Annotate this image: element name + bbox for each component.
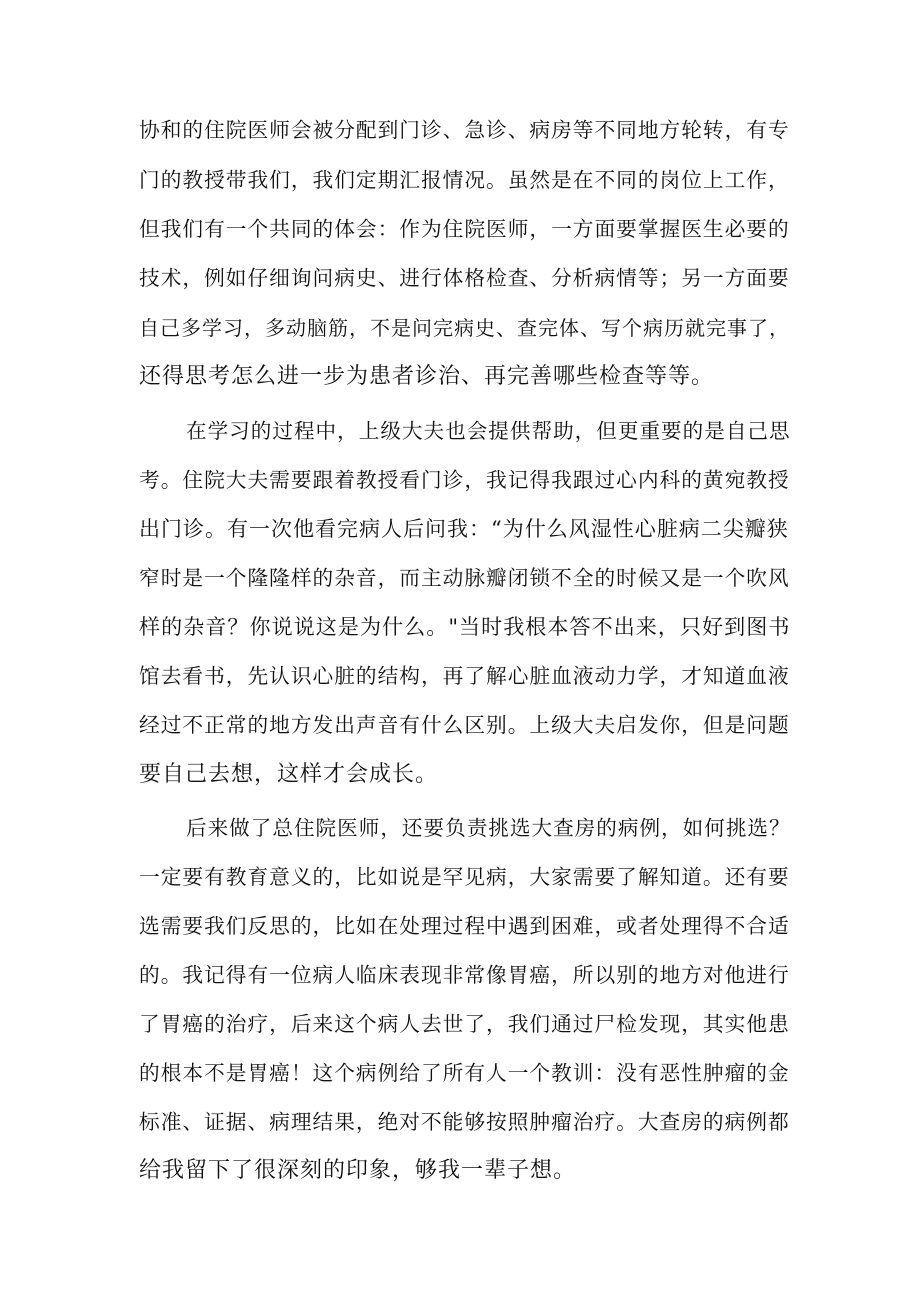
paragraph-2-line-5: 样的杂音？你说说这是为什么。"当时我根本答不出来，只好到图书 — [139, 614, 791, 639]
paragraph-2-line-6: 馆去看书，先认识心脏的结构，再了解心脏血液动力学，才知道血液 — [139, 664, 790, 688]
paragraph-2-line-8: 要自己去想，这样才会成长。 — [139, 762, 439, 787]
paragraph-2-line-3: 出门诊。有一次他看完病人后问我：“为什么风湿性心脏病二尖瓣狭 — [139, 517, 789, 541]
paragraph-2-line-7: 经过不正常的地方发出声音有什么区别。上级大夫启发你，但是问题 — [139, 713, 790, 737]
paragraph-1-line-4: 技术，例如仔细询问病史、进行体格检查、分析病情等；另一方面要 — [139, 266, 790, 290]
paragraph-3-line-2: 一定要有教育意义的，比如说是罕见病，大家需要了解知道。还有要 — [139, 865, 790, 889]
paragraph-1-line-2: 门的教授带我们，我们定期汇报情况。虽然是在不同的岗位上工作， — [139, 168, 790, 192]
paragraph-3-line-1: 后来做了总住院医师，还要负责挑选大查房的病例，如何挑选？ — [186, 816, 791, 840]
paragraph-2-line-1: 在学习的过程中，上级大夫也会提供帮助，但更重要的是自己思 — [186, 419, 791, 443]
paragraph-2-line-4: 窄时是一个隆隆样的杂音，而主动脉瓣闭锁不全的时候又是一个吹风 — [139, 566, 790, 590]
paragraph-1-line-3: 但我们有一个共同的体会：作为住院医师，一方面要掌握医生必要的 — [139, 217, 790, 241]
paragraph-1-line-1: 协和的住院医师会被分配到门诊、急诊、病房等不同地方轮转，有专 — [139, 118, 790, 142]
paragraph-3-line-7: 标准、证据、病理结果，绝对不能够按照肿瘤治疗。大查房的病例都 — [139, 1110, 790, 1134]
paragraph-3-line-3: 选需要我们反思的，比如在处理过程中遇到困难，或者处理得不合适 — [139, 914, 790, 938]
paragraph-3-line-5: 了胃癌的治疗，后来这个病人去世了，我们通过尸检发现，其实他患 — [139, 1012, 790, 1036]
paragraph-3-line-4: 的。我记得有一位病人临床表现非常像胃癌，所以别的地方对他进行 — [139, 963, 790, 987]
paragraph-3-line-6: 的根本不是胃癌！这个病例给了所有人一个教训：没有恶性肿瘤的金 — [139, 1061, 790, 1085]
paragraph-1-line-5: 自己多学习，多动脑筋，不是问完病史、查完体、写个病历就完事了， — [139, 316, 790, 340]
paragraph-1-line-6: 还得思考怎么进一步为患者诊治、再完善哪些检查等等。 — [139, 364, 715, 389]
paragraph-2-line-2: 考。住院大夫需要跟着教授看门诊，我记得我跟过心内科的黄宛教授 — [139, 468, 790, 492]
paragraph-3-line-8: 给我留下了很深刻的印象，够我一辈子想。 — [139, 1158, 577, 1183]
